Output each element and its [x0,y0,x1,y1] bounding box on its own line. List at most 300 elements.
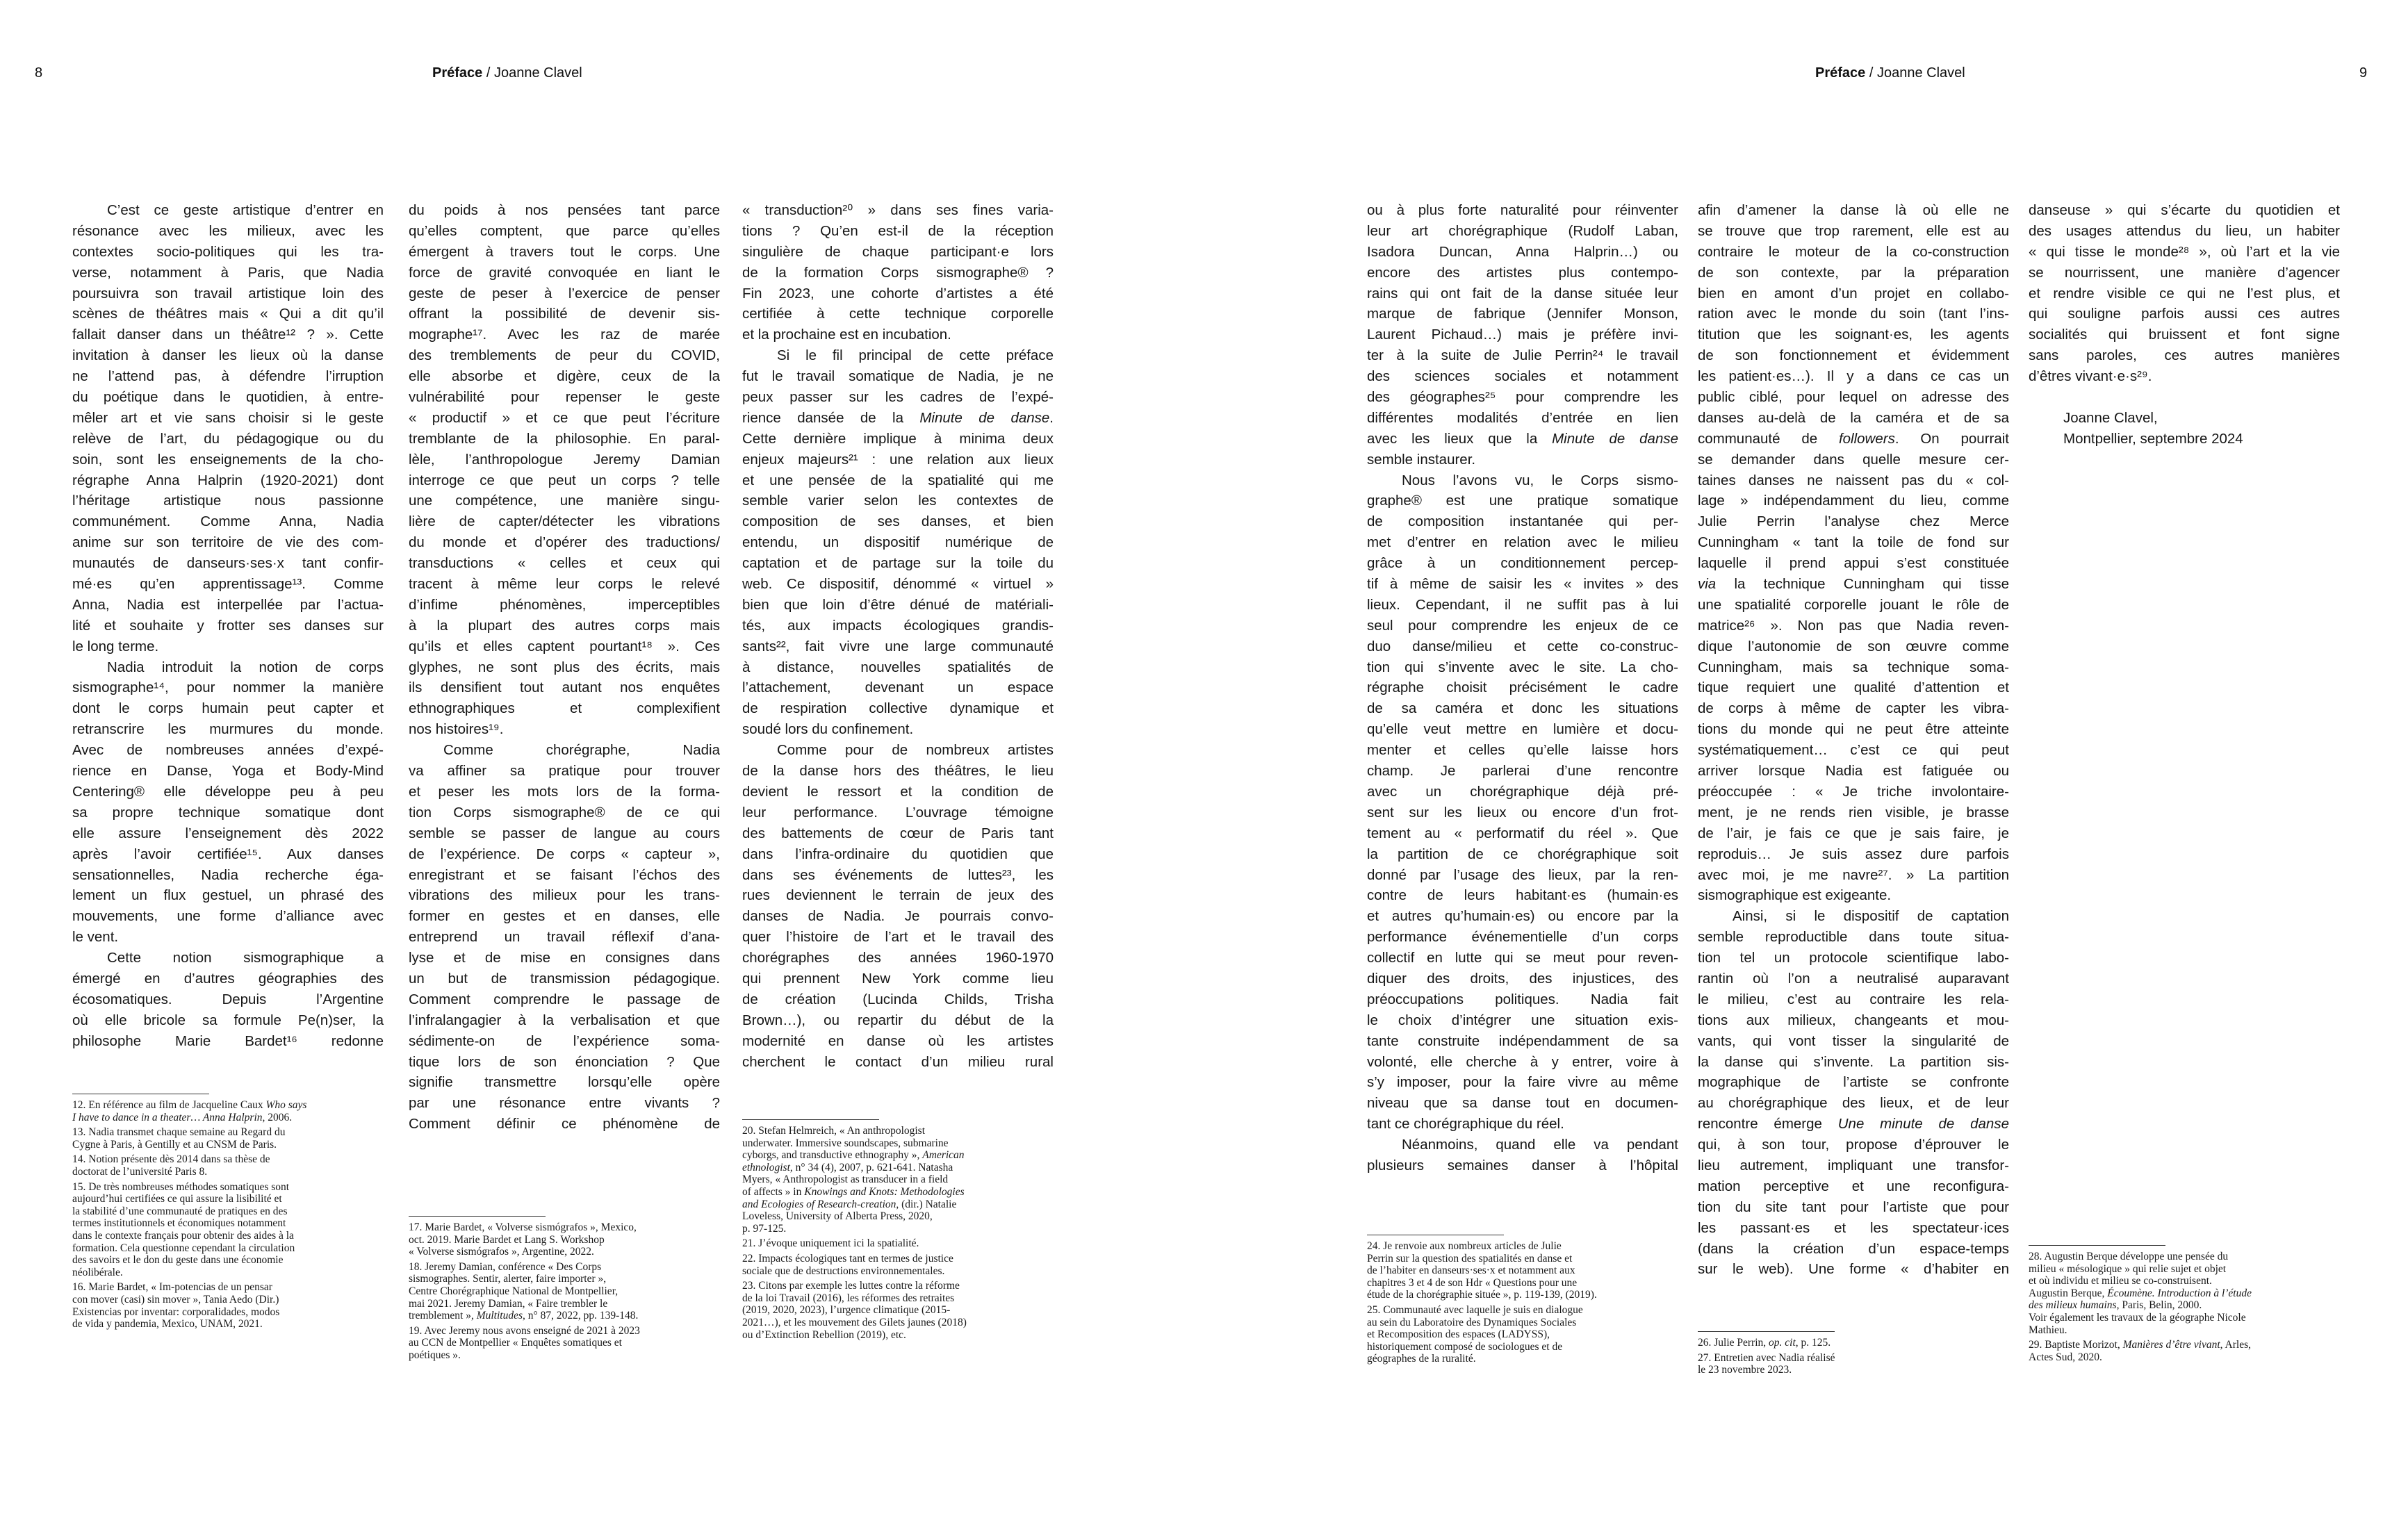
text-line: tique lors de son énonciation ? Que [409,1053,720,1070]
text-line: tion tel un protocole scientifique labo- [1698,950,2009,966]
text-line: émergé en d’autres géographies des [72,970,384,987]
text-line: tant ce chorégraphique du réel. [1367,1116,1564,1132]
text-line: tion qui s’invente avec le site. La cho- [1367,659,1678,675]
text-line: verse, notamment à Paris, que Nadia [72,264,384,281]
text-line: résonance avec les milieux, avec les [72,222,384,239]
paragraph [72,948,384,1051]
footnote-line: Perrin sur la question des spatialités en danse et [1367,1252,1573,1265]
footnote [72,1181,392,1279]
text-line: relève de l’art, du pédagogique ou du [72,430,384,447]
text-line: l’infralangagier à la verbalisation et que [409,1012,720,1028]
text-line: anime sur son territoire de vie des com- [72,534,384,551]
text-line: seul pour comprendre les enjeux de ce [1367,617,1678,634]
text-line: glyphes, ne sont plus des écrits, mais [409,659,720,675]
text-line: sédimente-on de l’expérience soma- [409,1032,720,1049]
footnote-line: 15. De très nombreuses méthodes somatiques sont [72,1180,290,1193]
text-line: lité et souhaite y frotter ses danses sur [72,617,384,634]
text-line: les patient·es…). Il y a dans ce cas un [1698,368,2009,385]
text-line: leur art chorégraphique (Rudolf Laban, [1367,222,1678,239]
footnote-line: chapitres 3 et 4 de son Hdr « Questions pour une [1367,1276,1578,1289]
footnote-line: 26. Julie Perrin, op. cit, p. 125. [1698,1337,1831,1349]
text-line: lement un flux gestuel, un phrasé des [72,887,384,904]
footnote-line: 18. Jeremy Damian, conférence « Des Corps [409,1260,602,1273]
footnote-line: 17. Marie Bardet, « Volverse sismógrafos », Mexico, [409,1221,637,1233]
paragraph [1367,200,1678,470]
footnotes-column-4 [1367,1235,1687,1368]
text-line: un but de transmission pédagogique. [409,970,720,987]
text-line: l’héritage artistique nous passionne [72,493,384,509]
text-line: tions ? Qu’en est-il de la réception [742,222,1054,239]
text-line: et rendre visible ce qui ne l’est plus, et [2029,285,2340,302]
text-line: vants, qui vont tisser la singularité de [1698,1032,2009,1049]
text-line: au chorégraphique des lieux, et de leur [1698,1095,2009,1112]
text-line: tions aux milieux, changeants et mou- [1698,1012,2009,1028]
footnote-line: formation. Cela questionne cependant la circulation [72,1242,295,1254]
footnote [2029,1339,2348,1363]
text-line: socialités qui bruissent et font signe [2029,327,2340,343]
text-line: préoccupée : « Je triche involontaire- [1698,783,2009,800]
text-line: tion du site tant pour l’artiste que pour [1698,1199,2009,1215]
text-line: Brown…), ou repartir du début de la [742,1012,1054,1028]
text-line: certifiée à cette technique corporelle [742,306,1054,322]
text-line: fallait danser dans un théâtre¹² ? ». Cette [72,327,384,343]
text-line: volonté, elle cherche à y entrer, voire à [1367,1053,1678,1070]
text-line: de création (Lucinda Childs, Trisha [742,991,1054,1007]
text-line: des sciences sociales et notamment [1367,368,1678,385]
text-line: enregistrant et se faisant l’échos des [409,866,720,883]
text-line: Avec de nombreuses années d’expé- [72,742,384,759]
footnote [1698,1352,2017,1376]
text-line: tés, aux impacts écologiques grandis- [742,617,1054,634]
footnote-line: 2021…), et les mouvement des Gilets jaunes (2018) [742,1316,967,1328]
text-line: danseuse » qui s’écarte du quotidien et [2029,202,2340,218]
text-line: se nourrissent, une manière d’agencer [2029,264,2340,281]
text-line: d’êtres vivant·e·s²⁹. [2029,368,2152,385]
text-line: des usages attendus du lieu, un habiter [2029,222,2340,239]
footnote-line: sociale que de destructions environnementales. [742,1265,945,1277]
footnote [1367,1304,1687,1365]
footnote-line: 23. Citons par exemple les luttes contre la réforme [742,1280,960,1292]
text-line: ment, je ne rends rien visible, je brasse [1698,804,2009,821]
text-line: rantin où l’on a neutralisé auparavant [1698,970,2009,987]
text-line: le milieu, c’est au contraire les rela- [1698,991,2009,1007]
text-line: après l’avoir certifiée¹⁵. Aux danses [72,846,384,862]
paragraph [742,345,1054,740]
text-line: captation et de partage sur la toile du [742,555,1054,572]
text-line: tante construite indépendamment de sa [1367,1032,1678,1049]
text-line: afin d’amener la danse là où elle ne [1698,202,2009,218]
footnote-line: 14. Notion présente dès 2014 dans sa thèse de [72,1153,270,1166]
footnote-line: Voir également les travaux de la géographe Nicole [2029,1311,2246,1324]
footnotes-column-5 [1698,1331,2017,1379]
text-line: ration avec le monde du soin (tant l’ins- [1698,306,2009,322]
text-line: ter à la suite de Julie Perrin²⁴ le travail [1367,347,1678,364]
text-line: force de gravité convoquée en liant le [409,264,720,281]
footnotes-column-3 [742,1119,1062,1344]
italic-text: Écoumène. Introduction à l’étude [2107,1287,2252,1299]
text-line: de corps à même de capter les vibra- [1698,700,2009,717]
running-header-author: / Joanne Clavel [1865,65,1965,81]
text-line: tique requiert une qualité d’attention et [1698,679,2009,696]
footnote-rule [409,1216,546,1217]
text-line: rencontre émerge Une minute de danse [1698,1116,2009,1132]
text-line: mographique de l’artiste se confronte [1698,1074,2009,1091]
text-line: systématiquement… c’est ce qui peut [1698,742,2009,759]
italic-text: Minute de danse [1552,430,1679,447]
text-line: mographe¹⁷. Avec les raz de marée [409,327,720,343]
text-line: du poids à nos pensées tant parce [409,202,720,218]
text-line: dans ses événements de luttes²³, les [742,866,1054,883]
footnote-line: 24. Je renvoie aux nombreux articles de Julie [1367,1240,1562,1252]
text-line: une compétence, une manière singu- [409,493,720,509]
italic-text: Who says [265,1099,307,1111]
footnote [742,1125,1062,1235]
text-line: rains qui ont fait de la danse située leur [1367,285,1678,302]
signature-line: Montpellier, septembre 2024 [2063,430,2243,447]
text-line: dique l’autonomie de son œuvre comme [1698,638,2009,654]
paragraph [1367,1135,1678,1176]
text-line: fut le travail somatique de Nadia, je ne [742,368,1054,385]
text-line: Cette notion sismographique a [107,950,384,966]
text-line: et autres qu’humain·es) ou encore par la [1367,908,1678,925]
text-line: marque de fabrique (Jennifer Monson, [1367,306,1678,322]
text-line: l’attachement, devenant un espace [742,679,1054,696]
footnotes-column-1 [72,1094,392,1333]
footnote [1698,1337,2017,1349]
text-line: à distance, nouvelles spatialités de [742,659,1054,675]
text-line: matrice²⁶ ». Non pas que Nadia reven- [1698,617,2009,634]
footnote-line: géographes de la ruralité. [1367,1353,1476,1365]
text-line: C’est ce geste artistique d’entrer en [107,202,384,218]
text-line: former en gestes et en danses, elle [409,908,720,925]
footnote [742,1280,1062,1341]
footnote [409,1261,728,1322]
footnote-line: au sein du Laboratoire des Dynamiques Sociales [1367,1316,1577,1328]
footnote-line: historiquement composé de sociologues et de [1367,1340,1563,1353]
footnote-line: 28. Augustin Berque développe une pensée du [2029,1251,2229,1262]
text-line: des battements de cœur de Paris tant [742,825,1054,841]
footnote-line: doctorat de l’université Paris 8. [72,1165,208,1178]
text-line: lieu autrement, impliquant une transfor- [1698,1157,2009,1173]
footnote-line: de la loi Travail (2016), les réformes des retraites [742,1292,955,1304]
footnote-line: 12. En référence au film de Jacqueline Caux Who says [72,1099,307,1111]
footnote-line: of affects » in Knowings and Knots: Methodologies [742,1185,965,1198]
footnote-rule [2029,1245,2165,1246]
text-line: avec moi, je me navre²⁷. » La partition [1698,866,2009,883]
italic-text: American [922,1149,965,1162]
footnote [409,1221,728,1258]
text-line: Comme chorégraphe, Nadia [443,742,720,759]
footnote-line: des savoirs et le don du geste dans une économie [72,1254,284,1267]
footnote-line: 21. J’évoque uniquement ici la spatialité. [742,1237,919,1250]
italic-text: followers [1838,430,1895,447]
text-line: contraire le moteur de la co-construction [1698,243,2009,260]
text-line: tracent à même leur corps le relevé [409,576,720,593]
text-line: la danse qui s’invente. La partition sis- [1698,1053,2009,1070]
text-line: signifie transmettre lorsqu’elle opère [409,1074,720,1091]
text-line: reproduis… Je suis assez dure parfois [1698,846,2009,862]
footnote-line: le 23 novembre 2023. [1698,1364,1792,1376]
footnote-line: termes institutionnels et économiques notamment [72,1217,286,1230]
footnote-line: p. 97-125. [742,1222,787,1235]
footnote-line: « Volverse sismógrafos », Argentine, 2022. [409,1246,594,1258]
footnote-line: 16. Marie Bardet, « Im-potencias de un pensar [72,1281,272,1294]
text-line: s’y imposer, pour la faire vivre au même [1367,1074,1678,1091]
text-line: qui souligne parfois aussi ces autres [2029,306,2340,322]
running-header-section: Préface [1815,65,1866,81]
footnote-rule [742,1119,879,1120]
text-line: ne l’attend pas, à défendre l’irruption [72,368,384,385]
footnote-line: milieu « mésologique » qui relie sujet et objet [2029,1262,2227,1275]
text-line: dont le corps humain peut capter et [72,700,384,717]
footnote [742,1237,1062,1250]
footnote [72,1153,392,1178]
text-line: leur performance. L’ouvrage témoigne [742,804,1054,821]
footnote-line: and Ecologies of Research-creation, (dir.) Natalie [742,1198,957,1210]
text-line: sans paroles, ces autres manières [2029,347,2340,364]
text-line: tions du monde qui ne peut être atteinte [1698,721,2009,738]
text-line: communauté de followers. On pourrait [1698,430,2009,447]
text-line: de l’air, je fais ce que je sais faire, je [1698,825,2009,841]
text-line: soudé lors du confinement. [742,721,914,738]
paragraph [742,740,1054,1072]
text-line: à la plupart des autres corps mais [409,617,720,634]
text-line: vulnérabilité pour repenser le geste [409,389,720,406]
text-line: champ. Je parlerai d’une rencontre [1367,763,1678,780]
text-line: semble instaurer. [1367,451,1476,468]
text-line: du poétique dans le quotidien, à entre- [72,389,384,406]
text-line: bien que loin d’être dénué de matériali- [742,596,1054,613]
footnote-line: ou d’Extinction Rebellion (2019), etc. [742,1328,906,1341]
signature-line: Joanne Clavel, [2063,410,2158,427]
text-line: le choix d’intégrer une situation exis- [1367,1012,1678,1028]
text-line: « productif » et ce que peut l’écriture [409,409,720,426]
text-line: Ainsi, si le dispositif de captation [1733,908,2009,925]
text-line: régraphe Anna Halprin (1920-2021) dont [72,472,384,488]
paragraph [1698,200,2009,906]
text-line: chorégraphes des années 1960-1970 [742,950,1054,966]
footnote [1367,1240,1687,1301]
italic-text: Minute de danse [919,409,1050,426]
footnote-line: 13. Nadia transmet chaque semaine au Regard du [72,1126,286,1139]
text-line: met d’entrer en relation avec le milieu [1367,534,1678,551]
italic-text: op. cit [1769,1337,1796,1349]
paragraph [742,200,1054,345]
text-line: peux passer sur les cadres de l’expé- [742,389,1054,406]
footnote-line: con mover (casi) sin mover », Tania Aedo (Dir.) [72,1293,279,1306]
text-line: va affiner sa pratique pour trouver [409,763,720,780]
text-column-4 [1367,200,1678,1176]
footnote-line: au CCN de Montpellier « Enquêtes somatiques et [409,1337,622,1349]
text-line: taines danses ne naissent pas du « col- [1698,472,2009,488]
italic-text: Multitudes [476,1310,523,1322]
text-line: scènes de théâtres mais « Qui a dit qu’il [72,306,384,322]
text-line: tion Corps sismographe® de ce qui [409,804,720,821]
footnote [742,1253,1062,1277]
footnotes-column-2 [409,1216,728,1365]
text-line: interroge ce que peut un corps ? telle [409,472,720,488]
text-line: rience en Danse, Yoga et Body-Mind [72,763,384,780]
text-line: tif à même de saisir les « invites » des [1367,576,1678,593]
text-line: du monde et d’opérer des traductions/ [409,534,720,551]
text-line: de la danse hors des théâtres, le lieu [742,763,1054,780]
footnote-line: 22. Impacts écologiques tant en termes de justice [742,1252,953,1265]
text-line: Néanmoins, quand elle va pendant [1402,1137,1678,1153]
text-line: rience dansée de la Minute de danse. [742,409,1054,426]
text-line: où elle bricole sa formule Pe(n)ser, la [72,1012,384,1028]
text-line: web. Ce dispositif, dénommé « virtuel » [742,576,1054,593]
text-column-3 [742,200,1054,1072]
text-line: soin, sont les enseignements de la cho- [72,451,384,468]
footnote-line: des milieux humains, Paris, Belin, 2000. [2029,1299,2202,1312]
text-line: rues deviennent le terrain de jeux des [742,887,1054,904]
text-line: lage » indépendamment du lieu, comme [1698,493,2009,509]
running-header-author: / Joanne Clavel [482,65,582,81]
text-line: sensationnelles, Nadia recherche éga- [72,866,384,883]
italic-text: ethnologist [742,1161,790,1173]
footnote-line: mai 2021. Jeremy Damian, « Faire trembler le [409,1297,608,1310]
text-line: public ciblé, pour lequel on adresse des [1698,389,2009,406]
text-line: philosophe Marie Bardet¹⁶ redonne [72,1032,384,1049]
text-line: des géographes²⁵ pour comprendre les [1367,389,1678,406]
text-line: contre de leurs habitant·es (humain·es [1367,887,1678,904]
footnote-line: 25. Communauté avec laquelle je suis en dialogue [1367,1303,1583,1316]
text-line: Anna, Nadia est interpellée par l’actua- [72,596,384,613]
page-number-right: 9 [2359,65,2368,81]
text-line: bien en amont d’un projet en collabo- [1698,285,2009,302]
text-line: de son fonctionnement et évidemment [1698,347,2009,364]
footnote-line: aujourd’hui certifiées ce qui assure la lisibilité et [72,1193,282,1205]
text-line: entreprend un travail réflexif d’ana- [409,929,720,946]
text-line: danses de Nadia. Je pourrais convo- [742,908,1054,925]
text-line: transductions « celles et ceux qui [409,555,720,572]
text-line: entendu, un dispositif numérique de [742,534,1054,551]
paragraph [409,740,720,1135]
text-line: contextes socio-politiques qui les tra- [72,243,384,260]
text-line: avec un chorégraphique déjà pré- [1367,783,1678,800]
footnote-line: Mathieu. [2029,1324,2067,1336]
text-line: écosomatiques. Depuis l’Argentine [72,991,384,1007]
footnote [72,1126,392,1151]
text-column-1 [72,200,384,1052]
text-line: communément. Comme Anna, Nadia [72,513,384,530]
text-line: Nous l’avons vu, le Corps sismo- [1402,472,1678,488]
text-line: mouvements, une forme d’alliance avec [72,908,384,925]
text-line: Nadia introduit la notion de corps [107,659,384,675]
footnote [72,1281,392,1330]
text-line: collectif en lutte qui se meut pour reven- [1367,950,1678,966]
footnote-line: Loveless, University of Alberta Press, 2020, [742,1210,933,1223]
text-line: sa propre technique somatique dont [72,804,384,821]
text-line: une spatialité corporelle jouant le rôle de [1698,596,2009,613]
footnote-line: sismographes. Sentir, alerter, faire importer », [409,1273,607,1285]
text-line: laquelle il prend appui s’est constituée [1698,555,2009,572]
footnote-line: (2019, 2020, 2023), l’urgence climatique (2015- [742,1304,951,1317]
text-line: Cunningham « tant la toile de fond sur [1698,534,2009,551]
text-line: modernité en danse où les artistes [742,1032,1054,1049]
footnote-line: de vida y pandemia, Mexico, UNAM, 2021. [72,1318,263,1331]
text-line: titution que les soignant·es, les agents [1698,327,2009,343]
footnote [2029,1251,2348,1336]
text-line: Comme pour de nombreux artistes [777,742,1054,759]
text-line: Comment définir ce phénomène de [409,1116,720,1132]
italic-text: Manières d’être vivant [2122,1339,2220,1351]
text-line: plusieurs semaines danser à l’hôpital [1367,1157,1678,1173]
text-line: de sa caméra et donc les situations [1367,700,1678,717]
text-line: cherchent le contact d’un milieu rural [742,1053,1054,1070]
footnote [409,1325,728,1362]
author-signature [2029,408,2340,450]
footnote-line: et Recomposition des espaces (LADYSS), [1367,1328,1550,1341]
text-line: qui prennent New York comme lieu [742,970,1054,987]
footnote-rule [1698,1331,1835,1332]
text-line: tremblante de la philosophie. En paral- [409,430,720,447]
running-header-section: Préface [432,65,483,81]
text-line: quer l’histoire de l’art et le travail des [742,929,1054,946]
text-line: elle assure l’enseignement dès 2022 [72,825,384,841]
text-line: qu’elles comptent, que parce qu’elles [409,222,720,239]
text-line: mé·es qu’en apprentissage¹³. Comme [72,576,384,593]
text-line: ethnographiques et complexifient [409,700,720,717]
paragraph [409,200,720,740]
paragraph [1367,470,1678,1135]
text-line: dans l’infra-ordinaire du quotidien que [742,846,1054,862]
text-line: préoccupations politiques. Nadia fait [1367,991,1678,1007]
text-line: se trouve que trop rarement, elle est au [1698,222,2009,239]
text-line: retranscrire les murmures du monde. [72,721,384,738]
text-line: le vent. [72,929,119,946]
text-line: qui, à son tour, propose d’éprouver le [1698,1137,2009,1153]
footnote-line: Actes Sud, 2020. [2029,1351,2102,1363]
text-line: régraphe choisit précisément le cadre [1367,679,1678,696]
text-line: diquer des droits, des injustices, des [1367,970,1678,987]
footnote-line: cyborgs, and transductive ethnography », American [742,1149,965,1162]
italic-text: des milieux humains [2029,1299,2117,1312]
text-line: Laurent Pichaud…) mais je préfère invi- [1367,327,1678,343]
text-line: performance événementielle d’un corps [1367,929,1678,946]
italic-text: I have to dance in a theater… Anna Halprin [72,1111,263,1123]
footnote-line: néolibérale. [72,1266,123,1278]
italic-text: and Ecologies of Research-creation [742,1198,896,1210]
text-line: lière de capter/détecter les vibrations [409,513,720,530]
text-line: et une pensée de la spatialité qui me [742,472,1054,488]
text-line: niveau que sa danse tout en documen- [1367,1095,1678,1112]
text-line: de l’expérience. De corps « capteur », [409,846,720,862]
footnote-line: underwater. Immersive soundscapes, submarine [742,1137,949,1149]
text-line: ou à plus forte naturalité pour réinventer [1367,202,1678,218]
text-line: encore des artistes plus contempo- [1367,264,1678,281]
italic-text: Knowings and Knots: Methodologies [804,1185,965,1198]
text-line: Comment comprendre le passage de [409,991,720,1007]
text-line: grâce à un conditionnement percep- [1367,555,1678,572]
text-line: elle absorbe et digère, ceux de la [409,368,720,385]
text-line: menter et celles qu’elle laisse hors [1367,742,1678,759]
text-line: arriver lorsque Nadia est fatiguée ou [1698,763,2009,780]
italic-text: Une minute de danse [1837,1116,2009,1132]
footnote-line: ethnologist, n° 34 (4), 2007, p. 621-641. Natasha [742,1161,953,1173]
page-number-left: 8 [35,65,43,81]
text-line: avec les lieux que la Minute de danse [1367,430,1679,447]
footnote-line: 19. Avec Jeremy nous avons enseigné de 2021 à 2023 [409,1324,640,1337]
text-column-2 [409,200,720,1135]
footnote-line: Augustin Berque, Écoumène. Introduction à l’étude [2029,1287,2252,1299]
text-line: sants²², fait vivre une large communauté [742,638,1054,654]
text-line: de respiration collective dynamique et [742,700,1054,717]
text-column-5 [1698,200,2009,1280]
footnote-line: et où individu et milieu se co-construisent. [2029,1275,2212,1287]
text-line: sent sur les lieux ou encore d’un frot- [1367,804,1678,821]
text-line: mêler art et vie sans choisir si le geste [72,409,384,426]
